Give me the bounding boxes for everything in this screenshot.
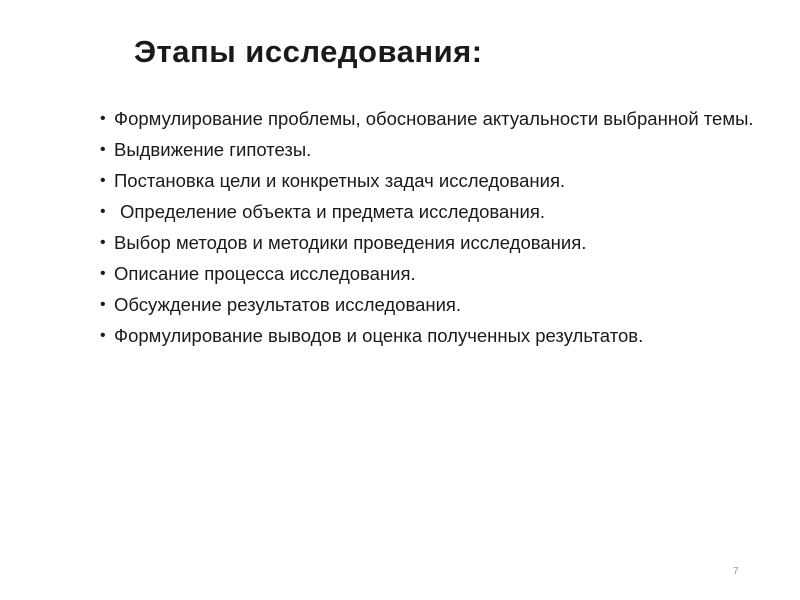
list-item-text: Обсуждение результатов исследования. <box>114 294 462 315</box>
bullet-list <box>100 108 790 356</box>
bullet-icon: • <box>100 203 106 220</box>
list-item <box>100 294 790 316</box>
bullet-icon: • <box>100 172 106 189</box>
bullet-icon: • <box>100 327 106 344</box>
slide-title: Этапы исследования: <box>134 34 483 69</box>
list-item <box>100 170 790 192</box>
list-item-text: Формулирование проблемы, обоснование актуальности выбранной темы. <box>114 108 754 129</box>
list-item-text: Постановка цели и конкретных задач исследования. <box>114 170 566 191</box>
list-item-text: Описание процесса исследования. <box>114 263 416 284</box>
list-item-text: Формулирование выводов и оценка полученных результатов. <box>114 325 644 346</box>
bullet-icon: • <box>100 265 106 282</box>
list-item <box>100 201 790 223</box>
bullet-icon: • <box>100 110 106 127</box>
page-number: 7 <box>733 566 739 577</box>
list-item <box>100 108 790 130</box>
bullet-icon: • <box>100 296 106 313</box>
list-item-text: Выбор методов и методики проведения исследования. <box>114 232 587 253</box>
bullet-icon: • <box>100 234 106 251</box>
list-item <box>100 232 790 254</box>
list-item <box>100 139 790 161</box>
list-item <box>100 325 790 347</box>
list-item-text: Выдвижение гипотезы. <box>114 139 312 160</box>
list-item <box>100 263 790 285</box>
bullet-icon: • <box>100 141 106 158</box>
list-item-text: Определение объекта и предмета исследования. <box>120 201 545 222</box>
